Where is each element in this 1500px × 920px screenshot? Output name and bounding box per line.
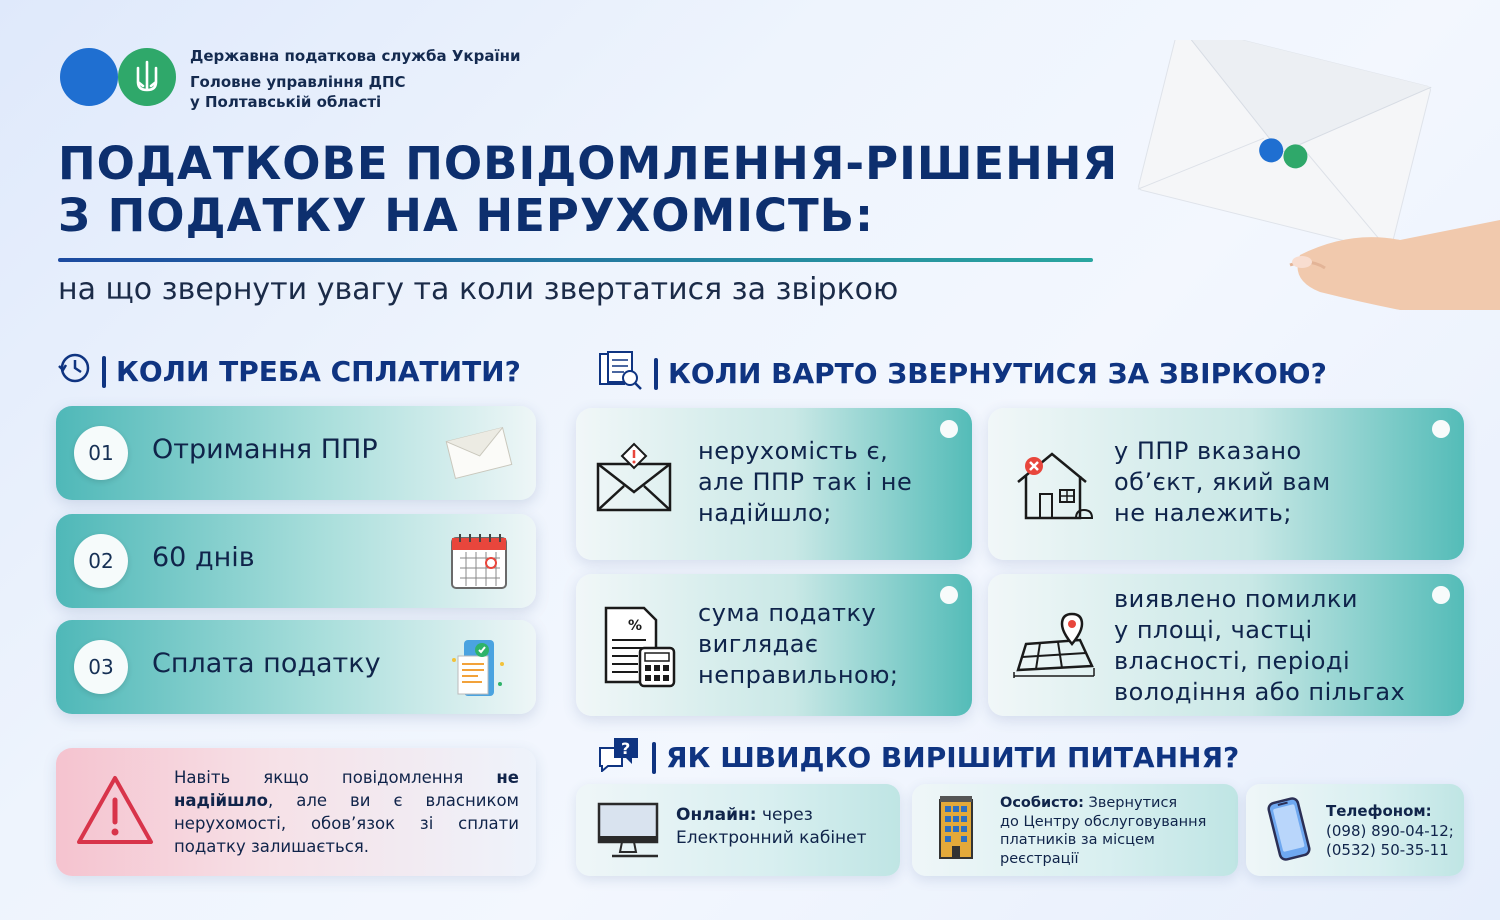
resolve-heading-text: ЯК ШВИДКО ВИРІШИТИ ПИТАННЯ? <box>666 741 1240 774</box>
resolve-section-heading <box>596 736 1239 779</box>
envelope-icon <box>444 420 514 486</box>
phone-icon <box>1264 796 1314 866</box>
check-card-text <box>1114 436 1331 529</box>
text-line: сума податку <box>698 599 877 627</box>
card-dot <box>940 420 958 438</box>
title-divider <box>58 258 1093 262</box>
step-card-1 <box>56 406 536 500</box>
contact-personal-card <box>912 784 1238 876</box>
org-line-1: Державна податкова служба України <box>190 47 521 65</box>
computer-icon <box>596 800 662 864</box>
text-line: у ППР вказано <box>1114 437 1302 465</box>
title-line-2: З ПОДАТКУ НА НЕРУХОМІСТЬ: <box>58 189 875 242</box>
personal-text-line: до Центру обслуговування <box>1000 813 1207 830</box>
personal-text-line: реєстрації <box>1000 850 1079 867</box>
title-line-1: ПОДАТКОВЕ ПОВІДОМЛЕННЯ-РІШЕННЯ <box>58 137 1119 190</box>
text-line: виглядає <box>698 630 819 658</box>
step-number: 03 <box>74 640 128 694</box>
personal-label: Особисто: <box>1000 795 1084 811</box>
organization-name <box>190 46 520 112</box>
calendar-icon <box>444 528 514 594</box>
contact-phone-text <box>1326 802 1454 861</box>
check-card-2 <box>988 408 1464 560</box>
personal-text: Звернутися <box>1083 795 1178 811</box>
map-plan-icon <box>1010 610 1098 684</box>
check-card-text <box>1114 584 1405 708</box>
contact-phone-card <box>1246 784 1464 876</box>
online-cabinet-link: Електронний кабінет <box>676 828 867 848</box>
logo-blue-circle <box>60 48 118 106</box>
receipt-icon <box>444 634 514 700</box>
step-number: 01 <box>74 426 128 480</box>
contact-personal-text <box>1000 794 1206 868</box>
warning-icon <box>74 772 156 852</box>
pay-heading-text: КОЛИ ТРЕБА СПЛАТИТИ? <box>116 355 521 388</box>
org-line-2: Головне управління ДПС <box>190 73 406 91</box>
phone-label: Телефоном: <box>1326 802 1432 820</box>
text-line: неправильною; <box>698 661 899 689</box>
heading-bar <box>102 356 106 388</box>
check-section-heading <box>596 350 1327 397</box>
text-line: об’єкт, який вам <box>1114 468 1331 496</box>
check-card-4 <box>988 574 1464 716</box>
text-line: нерухомість є, <box>698 437 889 465</box>
envelope-in-hand-icon <box>1110 40 1500 310</box>
chat-question-icon <box>596 736 642 779</box>
contact-online-text <box>676 804 867 850</box>
text-line: але ППР так і не <box>698 468 913 496</box>
clock-history-icon <box>56 350 92 393</box>
online-label: Онлайн: <box>676 805 757 825</box>
text-line: володіння або пільгах <box>1114 678 1406 706</box>
check-card-text <box>698 598 898 691</box>
check-card-1 <box>576 408 972 560</box>
contact-online-card <box>576 784 900 876</box>
warning-note <box>56 748 536 876</box>
card-dot <box>1432 586 1450 604</box>
step-label: Сплата податку <box>152 648 381 679</box>
trident-logo-icon <box>118 48 176 106</box>
warning-text <box>174 766 519 858</box>
heading-bar <box>652 742 656 774</box>
text-line: не належить; <box>1114 499 1293 527</box>
svg-text:?: ? <box>621 739 631 758</box>
warning-text-bold: не надійшло <box>174 768 519 810</box>
house-error-icon <box>1010 446 1094 526</box>
personal-text-line: платників за місцем <box>1000 832 1155 848</box>
org-line-3: у Полтавській області <box>190 93 382 111</box>
text-line: у площі, частці <box>1114 616 1313 644</box>
svg-text:%: % <box>628 618 643 634</box>
step-label: Отримання ППР <box>152 434 378 465</box>
check-heading-text: КОЛИ ВАРТО ЗВЕРНУТИСЯ ЗА ЗВІРКОЮ? <box>668 357 1327 390</box>
step-card-3 <box>56 620 536 714</box>
page-title <box>58 138 1118 242</box>
step-number: 02 <box>74 534 128 588</box>
online-text: через <box>756 805 813 825</box>
phone-number-2: (0532) 50-35-11 <box>1326 841 1449 859</box>
heading-bar <box>654 358 658 390</box>
step-label: 60 днів <box>152 542 255 573</box>
tax-calculator-icon <box>600 604 680 692</box>
documents-search-icon <box>596 350 644 397</box>
card-dot <box>940 586 958 604</box>
step-card-2 <box>56 514 536 608</box>
text-line: виявлено помилки <box>1114 585 1358 613</box>
card-dot <box>1432 420 1450 438</box>
pay-section-heading <box>56 350 521 393</box>
warning-text-post: , але ви є власником нерухомості, обов’язок зі сплати податку залишається. <box>174 791 519 856</box>
check-card-text <box>698 436 912 529</box>
phone-number-1: (098) 890-04-12; <box>1326 821 1454 840</box>
text-line: надійшло; <box>698 499 832 527</box>
building-icon <box>936 794 976 864</box>
text-line: власності, періоді <box>1114 647 1351 675</box>
check-card-3 <box>576 574 972 716</box>
page-subtitle: на що звернути увагу та коли звертатися за звіркою <box>58 272 899 307</box>
warning-text-pre: Навіть якщо повідомлення <box>174 768 497 787</box>
mail-alert-icon <box>594 442 674 518</box>
